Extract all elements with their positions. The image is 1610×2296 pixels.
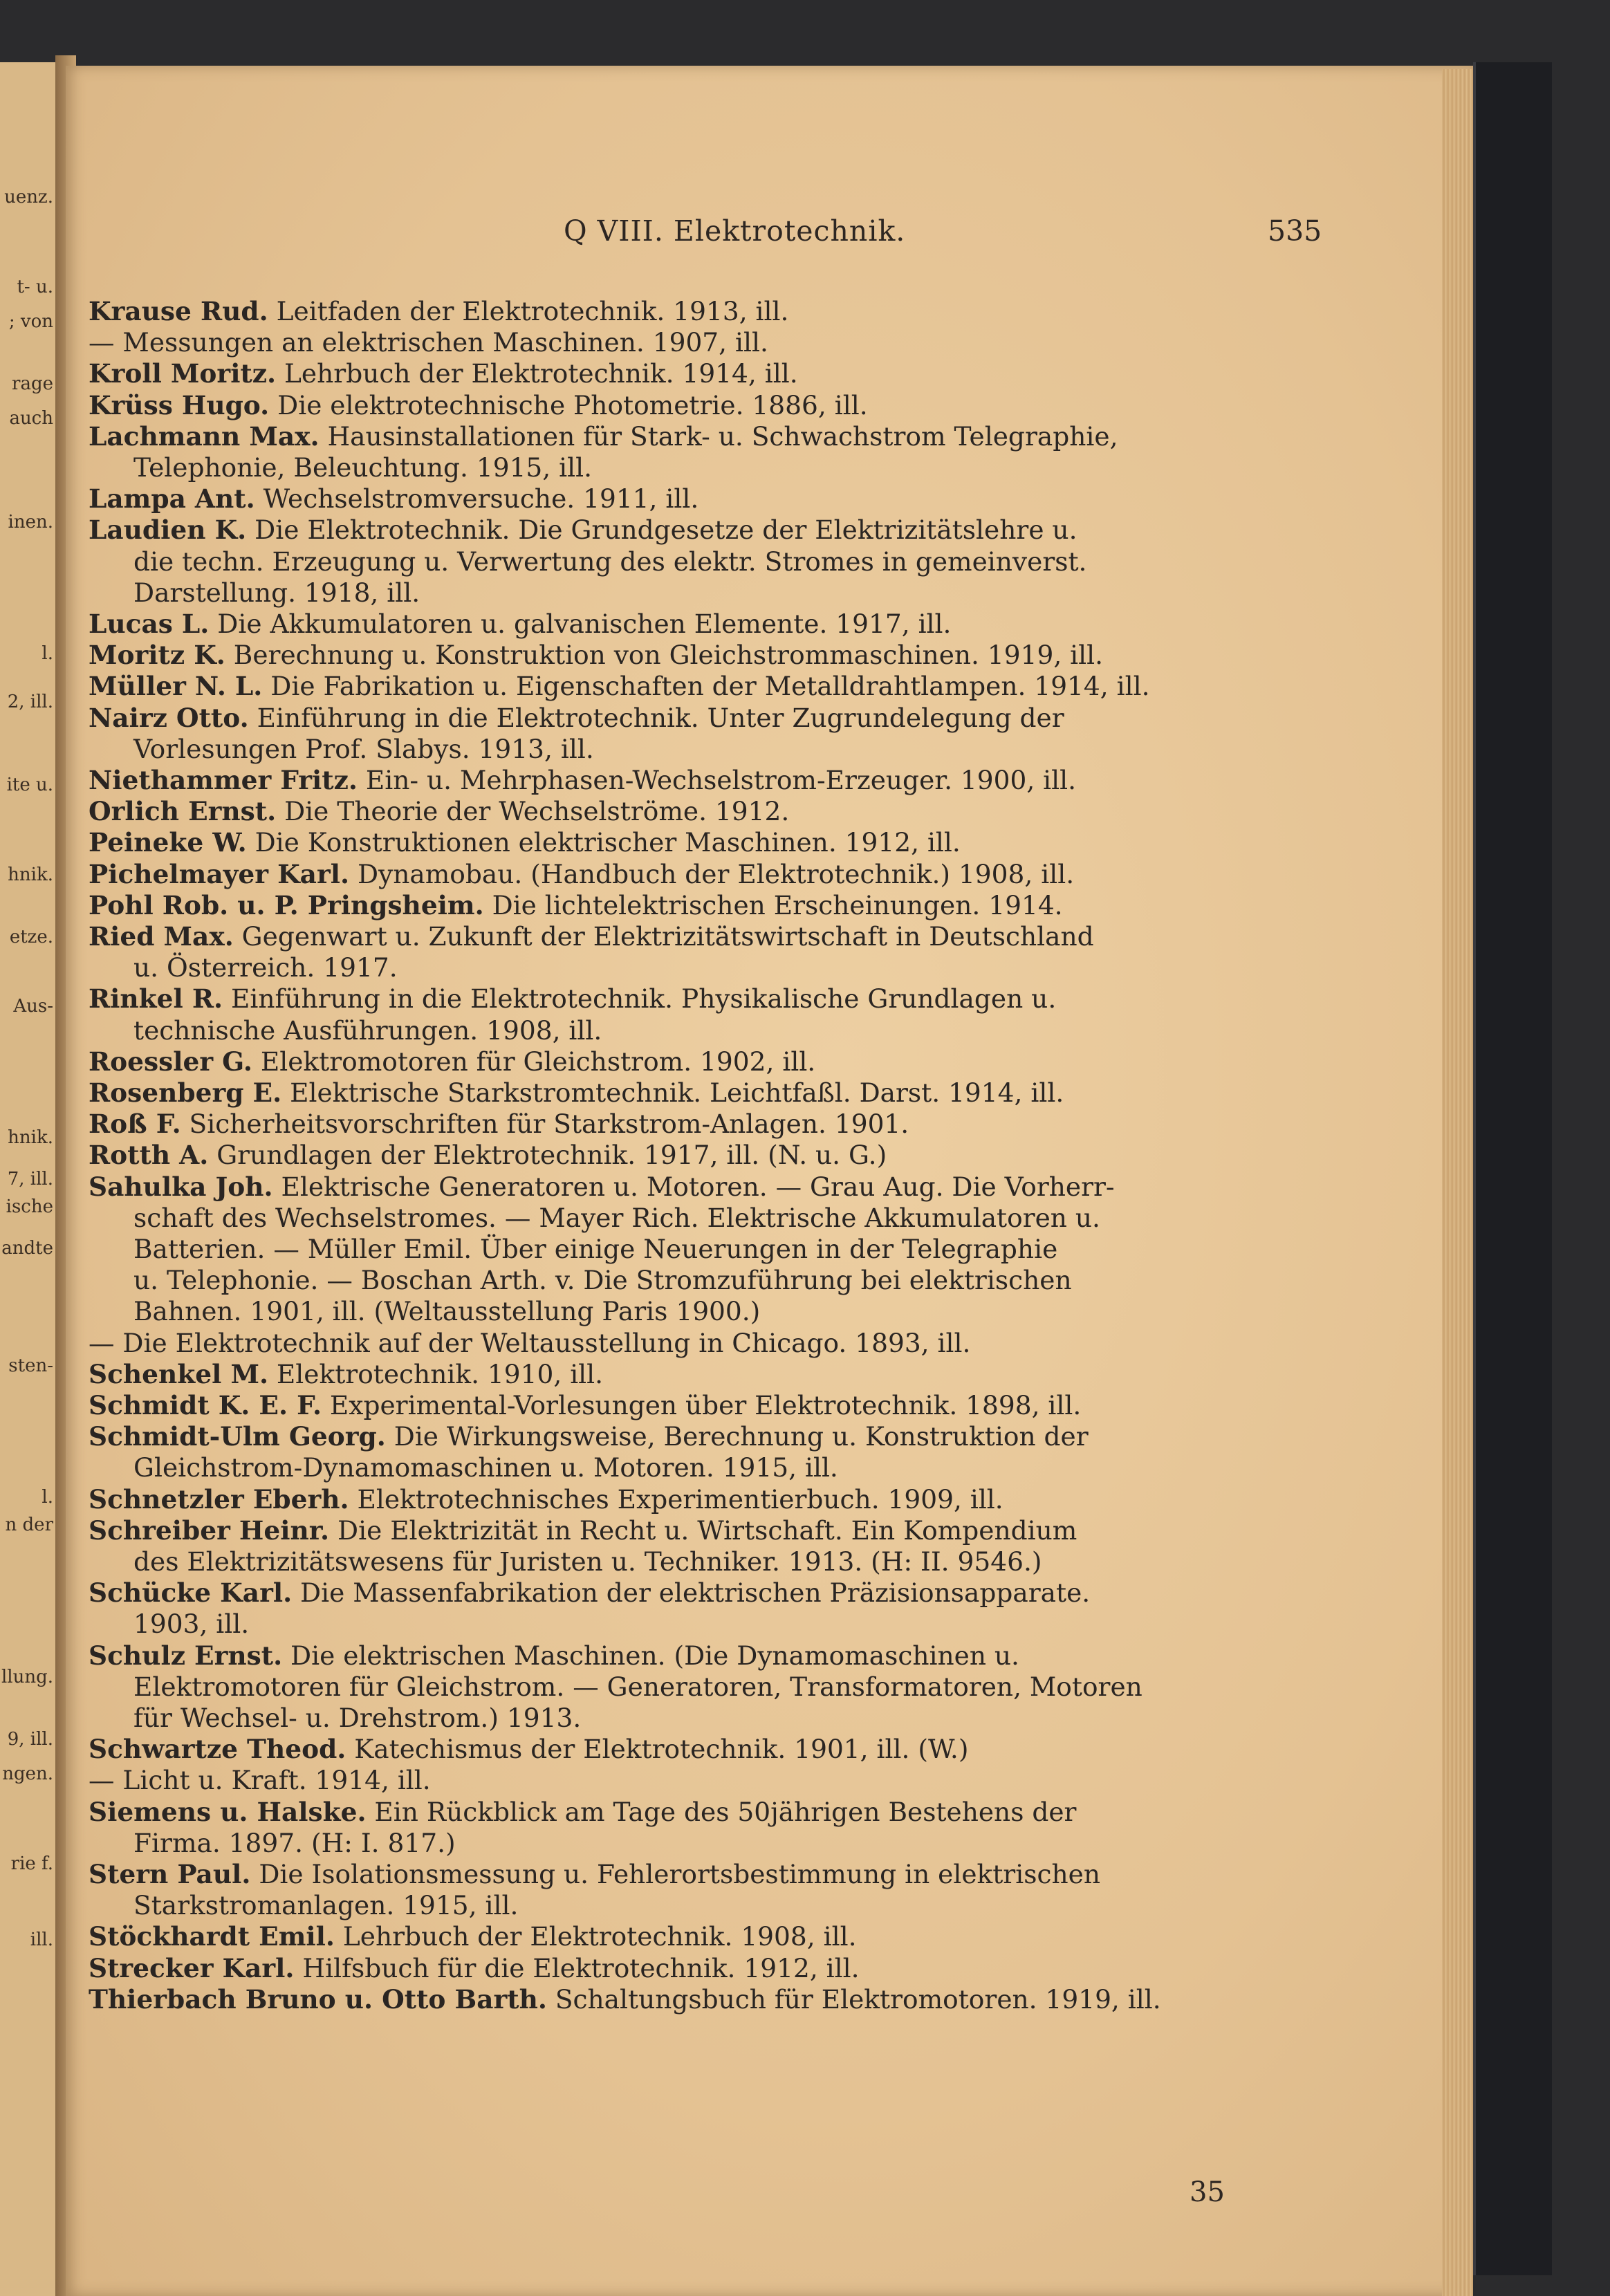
bibliography-entry-line xyxy=(89,515,1077,546)
entry-text: Die Konstruktionen elektrischer Maschinen. 1912, ill. xyxy=(246,827,961,858)
entry-text: Katechismus der Elektrotechnik. 1901, ill. (W.) xyxy=(346,1734,969,1765)
left-page-fragment: uenz. xyxy=(4,187,53,207)
entry-text: Die Fabrikation u. Eigenschaften der Metalldrahtlampen. 1914, ill. xyxy=(262,671,1150,702)
bibliography-entry-line xyxy=(89,1109,909,1140)
bibliography-entry-line xyxy=(133,1203,1100,1234)
entry-text: Die elektrotechnische Photometrie. 1886, ill. xyxy=(269,389,868,420)
entry-text: Die Wirkungsweise, Berechnung u. Konstruktion der xyxy=(385,1421,1089,1452)
entry-text: Elektrische Starkstromtechnik. Leichtfaßl. Darst. 1914, ill. xyxy=(281,1077,1064,1108)
running-header: Q VIII. Elektrotechnik. xyxy=(564,214,906,248)
entry-author: Schmidt K. E. F. xyxy=(89,1390,322,1420)
left-page-fragment: llung. xyxy=(1,1667,53,1687)
bibliography-entry-line xyxy=(89,1421,1089,1452)
entry-text: Schaltungsbuch für Elektromotoren. 1919, ill. xyxy=(546,1983,1161,2015)
entry-text: — Licht u. Kraft. 1914, ill. xyxy=(89,1765,431,1796)
entry-author: Schmidt-Ulm Georg. xyxy=(89,1421,386,1452)
bibliography-entry-line xyxy=(89,859,1074,890)
bibliography-entry-line xyxy=(89,296,788,327)
entry-text: Die Massenfabrikation der elektrischen Präzisionsapparate. xyxy=(292,1577,1091,1609)
entry-author: Krüss Hugo. xyxy=(89,389,270,420)
left-page-fragment: ite u. xyxy=(6,775,53,795)
entry-author: Laudien K. xyxy=(89,515,247,546)
left-page-fragment: t- u. xyxy=(17,277,53,297)
entry-author: Stern Paul. xyxy=(89,1859,251,1889)
left-page-fragment: rie f. xyxy=(10,1853,53,1874)
entry-text: Grundlagen der Elektrotechnik. 1917, ill. (N. u. G.) xyxy=(208,1140,887,1171)
bibliography-entry-line xyxy=(133,546,1086,577)
entry-author: Lampa Ant. xyxy=(89,483,255,515)
entry-text: Die Theorie der Wechselströme. 1912. xyxy=(276,796,790,827)
entry-author: Siemens u. Halske. xyxy=(89,1796,367,1827)
entry-text: u. Österreich. 1917. xyxy=(133,952,398,983)
entry-author: Stöckhardt Emil. xyxy=(89,1921,335,1952)
bibliography-entry-line xyxy=(89,827,961,858)
entry-text: des Elektrizitätswesens für Juristen u. Techniker. 1913. (H: II. 9546.) xyxy=(133,1546,1042,1577)
entry-text: technische Ausführungen. 1908, ill. xyxy=(133,1015,602,1046)
bibliography-entry-line xyxy=(89,421,1118,452)
entry-author: Rotth A. xyxy=(89,1140,209,1171)
left-page-fragment: hnik. xyxy=(8,1127,53,1148)
bibliography-entry-line xyxy=(133,1672,1142,1703)
entry-text: Gegenwart u. Zukunft der Elektrizitätswirtschaft in Deutschland xyxy=(233,921,1094,952)
entry-author: Niethammer Fritz. xyxy=(89,765,358,795)
left-page-fragment: 7, ill. xyxy=(7,1169,53,1189)
left-page-fragment: andte xyxy=(1,1238,53,1259)
entry-text: Elektromotoren für Gleichstrom. 1902, ill. xyxy=(252,1046,816,1077)
bibliography-entry-line xyxy=(133,1546,1042,1577)
entry-text: die techn. Erzeugung u. Verwertung des elektr. Stromes in gemeinverst. xyxy=(133,546,1087,577)
entry-author: Schenkel M. xyxy=(89,1358,269,1389)
left-page-fragment: ische xyxy=(6,1196,53,1217)
left-page-fragment: ngen. xyxy=(2,1763,53,1784)
bibliography-entry-line xyxy=(89,1484,1003,1515)
entry-author: Thierbach Bruno u. Otto Barth. xyxy=(89,1983,547,2015)
bibliography-entry-line xyxy=(89,1953,860,1984)
bibliography-entry-line xyxy=(133,1015,602,1046)
left-page-fragment: 9, ill. xyxy=(7,1729,53,1750)
bibliography-entry-line xyxy=(89,358,798,389)
entry-text: Hilfsbuch für die Elektrotechnik. 1912, ill. xyxy=(294,1952,860,1983)
bibliography-entry-line xyxy=(89,1140,887,1171)
bibliography-entry-line xyxy=(133,452,592,483)
bibliography-entry-line xyxy=(89,1640,1019,1672)
bibliography-entry-line xyxy=(89,890,1063,921)
entry-text: Leitfaden der Elektrotechnik. 1913, ill. xyxy=(268,296,789,326)
entry-author: Nairz Otto. xyxy=(89,702,249,733)
entry-author: Peineke W. xyxy=(89,827,247,858)
entry-text: Die Elektrotechnik. Die Grundgesetze der Elektrizitätslehre u. xyxy=(246,515,1077,546)
entry-text: Sicherheitsvorschriften für Starkstrom-Anlagen. 1901. xyxy=(181,1109,909,1140)
bibliography-entry-line xyxy=(133,1703,581,1734)
left-page-fragment: l. xyxy=(41,643,53,664)
bibliography-entry-line xyxy=(89,1390,1081,1421)
entry-author: Schücke Karl. xyxy=(89,1577,293,1609)
entry-text: Die Akkumulatoren u. galvanischen Elemente. 1917, ill. xyxy=(209,609,952,639)
entry-text: Die Elektrizität in Recht u. Wirtschaft. Ein Kompendium xyxy=(329,1515,1077,1546)
entry-author: Orlich Ernst. xyxy=(89,796,277,827)
bibliography-entry-line xyxy=(89,1921,857,1952)
entry-text: — Messungen an elektrischen Maschinen. 1907, ill. xyxy=(89,327,768,358)
entry-author: Pohl Rob. u. P. Pringsheim. xyxy=(89,889,484,920)
bibliography-entry-line xyxy=(133,1890,518,1921)
entry-text: Batterien. — Müller Emil. Über einige Neuerungen in der Telegraphie xyxy=(133,1234,1058,1264)
entry-text: Firma. 1897. (H: I. 817.) xyxy=(133,1827,456,1858)
entry-text: u. Telephonie. — Boschan Arth. v. Die Stromzuführung bei elektrischen xyxy=(133,1265,1072,1296)
bibliography-entry-line xyxy=(133,1828,456,1859)
signature-mark: 35 xyxy=(1190,2176,1225,2208)
entry-author: Schreiber Heinr. xyxy=(89,1515,330,1546)
bibliography-entry-line xyxy=(89,1577,1090,1609)
bibliography-entry-line xyxy=(89,1765,431,1796)
bibliography-entry-line xyxy=(133,577,420,609)
entry-author: Roß F. xyxy=(89,1109,181,1140)
page-number: 535 xyxy=(1268,214,1322,248)
bibliography-entry-line xyxy=(89,796,789,827)
bibliography-entry-line xyxy=(89,765,1076,796)
left-page-fragment: hnik. xyxy=(8,864,53,885)
bibliography-entry-line xyxy=(89,1859,1100,1890)
entry-text: Ein Rückblick am Tage des 50jährigen Bestehens der xyxy=(366,1796,1077,1827)
left-page-fragment: etze. xyxy=(9,927,53,947)
entry-text: schaft des Wechselstromes. — Mayer Rich. Elektrische Akkumulatoren u. xyxy=(133,1202,1100,1233)
entry-author: Schnetzler Eberh. xyxy=(89,1483,349,1515)
entry-text: Ein- u. Mehrphasen-Wechselstrom-Erzeuger. 1900, ill. xyxy=(357,765,1077,795)
entry-text: Die elektrischen Maschinen. (Die Dynamomaschinen u. xyxy=(282,1640,1019,1671)
entry-author: Rinkel R. xyxy=(89,983,223,1015)
bibliography-entry-line xyxy=(89,1734,969,1765)
left-page-edge xyxy=(0,62,59,2296)
entry-text: Telephonie, Beleuchtung. 1915, ill. xyxy=(133,452,593,483)
entry-text: Lehrbuch der Elektrotechnik. 1914, ill. xyxy=(276,358,798,389)
entry-author: Strecker Karl. xyxy=(89,1952,295,1983)
entry-author: Schulz Ernst. xyxy=(89,1640,283,1671)
bibliography-entry-line xyxy=(89,703,1064,734)
entry-text: Dynamobau. (Handbuch der Elektrotechnik.) 1908, ill. xyxy=(349,858,1075,889)
bibliography-entry-line xyxy=(133,1609,249,1640)
entry-author: Müller N. L. xyxy=(89,671,263,702)
bibliography-entry-line xyxy=(133,952,398,983)
bibliography-entry-line xyxy=(133,1452,838,1483)
entry-author: Rosenberg E. xyxy=(89,1077,282,1108)
bibliography-entry-line xyxy=(89,671,1150,702)
bibliography-entry-line xyxy=(89,327,768,358)
entry-text: 1903, ill. xyxy=(133,1609,250,1640)
entry-text: Elektrische Generatoren u. Motoren. — Grau Aug. Die Vorherr- xyxy=(272,1171,1115,1202)
bibliography-entry-line xyxy=(89,983,1056,1015)
left-page-fragment: ; von xyxy=(8,311,53,332)
entry-author: Sahulka Joh. xyxy=(89,1171,273,1202)
bibliography-entry-line xyxy=(133,1265,1072,1296)
left-page-fragment: 2, ill. xyxy=(7,692,53,712)
entry-author: Pichelmayer Karl. xyxy=(89,858,350,889)
left-page-fragment: l. xyxy=(41,1487,53,1508)
left-page-fragment: n der xyxy=(5,1515,53,1535)
entry-text: Bahnen. 1901, ill. (Weltausstellung Paris 1900.) xyxy=(133,1296,761,1327)
bibliography-entry-line xyxy=(89,1328,970,1359)
bibliography-entry-line xyxy=(89,483,698,515)
entry-text: Experimental-Vorlesungen über Elektrotechnik. 1898, ill. xyxy=(322,1390,1082,1420)
bibliography-entry-line xyxy=(89,1077,1064,1109)
left-page-fragment: rage xyxy=(12,373,53,394)
entry-text: Wechselstromversuche. 1911, ill. xyxy=(255,483,699,515)
left-page-fragment: Aus- xyxy=(13,996,53,1017)
entry-author: Roessler G. xyxy=(89,1046,252,1077)
bibliography-entry-line xyxy=(133,734,594,765)
entry-text: — Die Elektrotechnik auf der Weltausstellung in Chicago. 1893, ill. xyxy=(89,1327,971,1358)
entry-text: Die lichtelektrischen Erscheinungen. 1914. xyxy=(483,889,1063,920)
left-page-fragment: inen. xyxy=(8,512,53,533)
page-block-edge xyxy=(1442,69,1473,2296)
left-page-fragment: ill. xyxy=(30,1929,53,1950)
bibliography-entry-line xyxy=(89,1359,603,1390)
bibliography-entry-line xyxy=(89,921,1094,952)
entry-author: Schwartze Theod. xyxy=(89,1734,346,1765)
bibliography-entry-line xyxy=(89,1515,1077,1546)
book-page xyxy=(66,66,1473,2296)
entry-text: Elektromotoren für Gleichstrom. — Generatoren, Transformatoren, Motoren xyxy=(133,1671,1142,1702)
bibliography-entry-line xyxy=(89,1172,1115,1203)
entry-text: Hausinstallationen für Stark- u. Schwachstrom Telegraphie, xyxy=(319,420,1118,452)
entry-text: Lehrbuch der Elektrotechnik. 1908, ill. xyxy=(334,1921,857,1952)
entry-author: Ried Max. xyxy=(89,921,234,952)
entry-text: Die Isolationsmessung u. Fehlerortsbestimmung in elektrischen xyxy=(250,1859,1100,1889)
entry-text: Berechnung u. Konstruktion von Gleichstrommaschinen. 1919, ill. xyxy=(225,640,1104,671)
entry-author: Moritz K. xyxy=(89,640,225,671)
bibliography-entry-line xyxy=(89,1797,1076,1828)
entry-text: Darstellung. 1918, ill. xyxy=(133,577,420,608)
book-cover-edge xyxy=(1473,62,1552,2275)
bibliography-entry-line xyxy=(89,1046,815,1077)
entry-text: Elektrotechnisches Experimentierbuch. 1909, ill. xyxy=(349,1483,1003,1515)
bibliography-entry-line xyxy=(89,640,1103,671)
entry-text: Elektrotechnik. 1910, ill. xyxy=(268,1358,604,1389)
bibliography-entry-line xyxy=(89,390,868,421)
left-page-fragment: auch xyxy=(9,408,53,429)
entry-author: Kroll Moritz. xyxy=(89,358,277,389)
bibliography-entry-line xyxy=(89,609,951,640)
entry-author: Lucas L. xyxy=(89,609,210,639)
bibliography-entry-line xyxy=(89,1984,1161,2015)
entry-text: Starkstromanlagen. 1915, ill. xyxy=(133,1890,519,1921)
entry-text: Einführung in die Elektrotechnik. Physikalische Grundlagen u. xyxy=(223,983,1057,1015)
entry-text: Einführung in die Elektrotechnik. Unter Zugrundelegung der xyxy=(248,702,1064,733)
bibliography-entry-line xyxy=(133,1296,760,1327)
entry-text: Gleichstrom-Dynamomaschinen u. Motoren. 1915, ill. xyxy=(133,1452,838,1483)
entry-text: Vorlesungen Prof. Slabys. 1913, ill. xyxy=(133,733,594,764)
bibliography-entry-line xyxy=(133,1234,1057,1265)
entry-author: Krause Rud. xyxy=(89,296,268,326)
left-page-fragment: sten- xyxy=(8,1355,53,1376)
entry-text: für Wechsel- u. Drehstrom.) 1913. xyxy=(133,1703,582,1733)
entry-author: Lachmann Max. xyxy=(89,420,320,452)
